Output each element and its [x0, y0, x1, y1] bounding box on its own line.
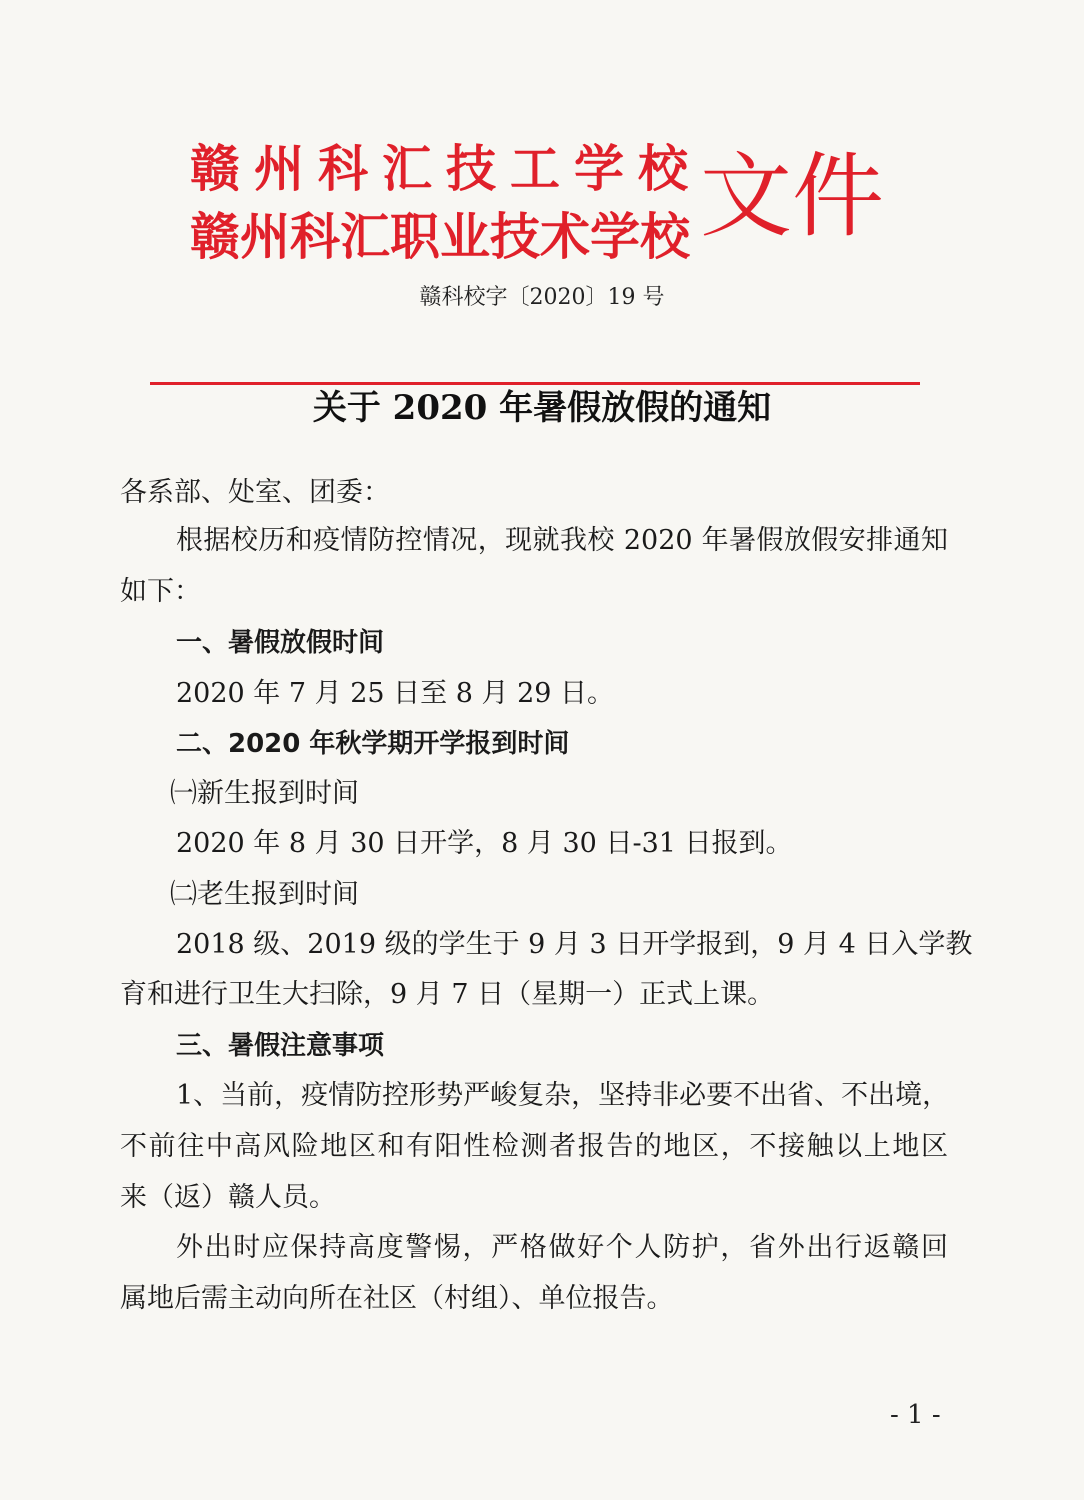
issuer-name-line-1: 赣州科汇技工学校 — [190, 140, 702, 198]
paragraph-2-line-2: 属地后需主动向所在社区（村组）、单位报告。 — [120, 1283, 674, 1314]
salutation: 各系部、处室、团委： — [120, 477, 390, 508]
document-type-word: 文件 — [700, 143, 885, 250]
subsection-2-heading: ㈡老生报到时间 — [170, 879, 359, 910]
item-1-line-3: 来（返）赣人员。 — [120, 1182, 336, 1213]
section-3-heading: 三、暑假注意事项 — [176, 1031, 385, 1061]
item-1-line-2: 不前往中高风险地区和有阳性检测者报告的地区，不接触以上地区 — [120, 1131, 948, 1162]
section-1-text: 2020 年 7 月 25 日至 8 月 29 日。 — [176, 678, 615, 709]
subsection-2-text-line-2: 育和进行卫生大扫除，9 月 7 日（星期一）正式上课。 — [120, 979, 775, 1010]
item-1-line-1: 1、当前，疫情防控形势严峻复杂，坚持非必要不出省、不出境， — [176, 1080, 950, 1111]
paragraph-2-line-1: 外出时应保持高度警惕，严格做好个人防护，省外出行返赣回 — [176, 1232, 948, 1263]
page-number: - 1 - — [890, 1400, 941, 1430]
document-title: 关于 2020 年暑假放假的通知 — [312, 388, 772, 428]
section-1-heading: 一、暑假放假时间 — [176, 628, 385, 658]
document-number: 赣科校字〔2020〕19 号 — [419, 285, 665, 310]
subsection-1-heading: ㈠新生报到时间 — [170, 778, 359, 809]
intro-line-2: 如下： — [120, 576, 201, 607]
section-2-heading: 二、2020 年秋学期开学报到时间 — [176, 729, 570, 759]
intro-line-1: 根据校历和疫情防控情况，现就我校 2020 年暑假放假安排通知 — [176, 525, 948, 556]
issuer-name-line-2: 赣州科汇职业技术学校 — [190, 208, 690, 266]
subsection-1-text: 2020 年 8 月 30 日开学，8 月 30 日-31 日报到。 — [176, 828, 793, 859]
subsection-2-text-line-1: 2018 级、2019 级的学生于 9 月 3 日开学报到，9 月 4 日入学教 — [176, 929, 973, 960]
